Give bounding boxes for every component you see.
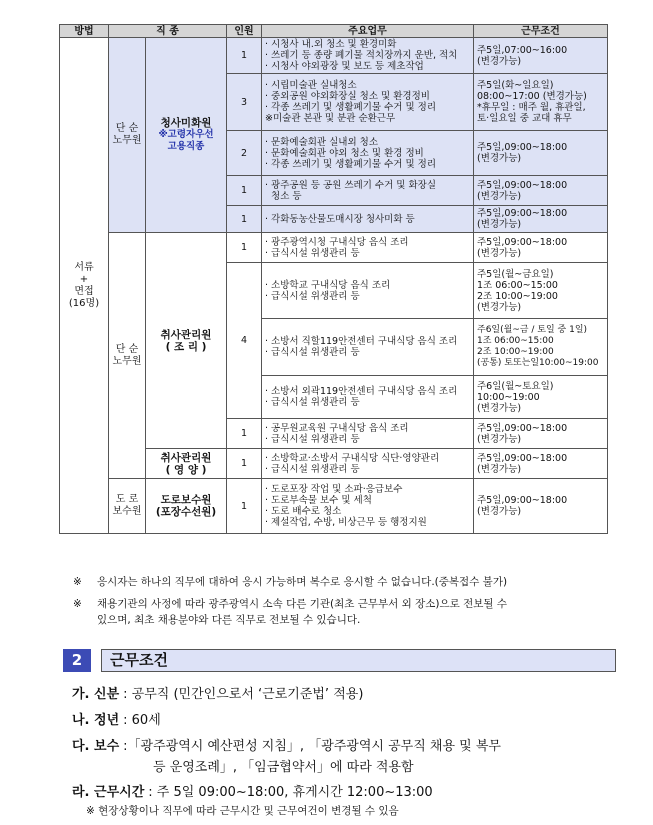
- count-cell: 1: [227, 176, 262, 206]
- note-2-continued: 있으며, 최초 채용분야와 다른 직무로 전보될 수 있습니다.: [97, 614, 361, 626]
- duties-cell: · 각화동농산물도매시장 청사미화 등: [262, 206, 474, 233]
- count-cell: 1: [227, 479, 262, 534]
- count-cell: 2: [227, 131, 262, 176]
- header-conditions: 근무조건: [474, 25, 608, 38]
- duties-cell: · 광주광역시청 구내식당 음식 조리 · 급식시설 위생관리 등: [262, 233, 474, 263]
- duties-cell: · 문화예술회관 실내외 청소 · 문화예술회관 야외 청소 및 환경 정비 · 각종 쓰레기 및 생활폐기물 수거 및 정리: [262, 131, 474, 176]
- duties-cell: · 광주공원 등 공원 쓰레기 수거 및 화장실 청소 등: [262, 176, 474, 206]
- note-2: ※ 채용기관의 사정에 따라 광주광역시 소속 다른 기관(최초 근무부서 외 장소)으로 전보될 수: [73, 598, 508, 610]
- duties-cell: · 공무원교육원 구내식당 음식 조리 · 급식시설 위생관리 등: [262, 419, 474, 449]
- duties-cell: · 소방학교 구내식당 음식 조리 · 급식시설 위생관리 등: [262, 263, 474, 319]
- header-count: 인원: [227, 25, 262, 38]
- condition-cell: 주5일,09:00~18:00 (변경가능): [474, 131, 608, 176]
- header-type: 직 종: [109, 25, 227, 38]
- duties-cell: · 소방서 외곽119안전센터 구내식당 음식 조리 · 급식시설 위생관리 등: [262, 376, 474, 419]
- count-cell: 1: [227, 449, 262, 479]
- count-cell: 1: [227, 38, 262, 74]
- condition-cell: 주6일(월~금 / 토일 중 1일) 1조 06:00~15:00 2조 10:00~19:00 (공통) 토또는일10:00~19:00: [474, 319, 608, 376]
- condition-cell: 주5일(화~일요일) 08:00~17:00 (변경가능) *휴무일 : 매주 월, 휴관일, 토·일요일 중 교대 휴무: [474, 74, 608, 131]
- condition-cell: 주5일,09:00~18:00 (변경가능): [474, 449, 608, 479]
- role-road: 도로보수원 (포장수선원): [146, 479, 227, 534]
- condition-cell: 주5일,09:00~18:00 (변경가능): [474, 419, 608, 449]
- duties-cell: · 시청사 내․외 청소 및 환경미화 · 쓰레기 등 종량 폐기물 적치장까지 운반, 적치 · 시청사 야외광장 및 보도 등 제초작업: [262, 38, 474, 74]
- duties-cell: · 소방학교·소방서 구내식당 식단·영양관리 · 급식시설 위생관리 등: [262, 449, 474, 479]
- count-cell: 1: [227, 419, 262, 449]
- item-retirement: 나. 정년 : 60세: [72, 713, 161, 728]
- table-row: [60, 38, 608, 74]
- condition-cell: 주6일(월~토요일) 10:00~19:00 (변경가능): [474, 376, 608, 419]
- count-cell: 3: [227, 74, 262, 131]
- footnote: ※ 현장상황이나 직무에 따라 근무시간 및 근무여건이 변경될 수 있음: [86, 805, 399, 817]
- section-title: 근무조건: [101, 649, 616, 672]
- item-status: 가. 신분 : 공무직 (민간인으로서 ‘근로기준법’ 적용): [72, 687, 364, 702]
- category-cook: 단 순 노무원: [109, 233, 146, 479]
- count-cell: 1: [227, 233, 262, 263]
- item-pay: 다. 보수 :「광주광역시 예산편성 지침」, 「광주광역시 공무직 채용 및 복무: [72, 739, 501, 754]
- duties-cell: · 도로포장 작업 및 소파·응급보수 · 도로부속물 보수 및 세척 · 도로 배수로 청소 · 제설작업, 수방, 비상근무 등 행정지원: [262, 479, 474, 534]
- method-cell: 서류 + 면접 (16명): [60, 38, 109, 534]
- table-row: [60, 233, 608, 263]
- note-1: ※ 응시자는 하나의 직무에 대하여 응시 가능하며 복수로 응시할 수 없습니다.(중복접수 불가): [73, 576, 508, 588]
- job-table: [59, 24, 608, 534]
- role-nutrition: 취사관리원 ( 영 양 ): [146, 449, 227, 479]
- role-cleaner: 청사미화원 ※고령자우선 고용직종: [146, 38, 227, 233]
- condition-cell: 주5일,09:00~18:00 (변경가능): [474, 479, 608, 534]
- count-cell: 4: [227, 263, 262, 419]
- condition-cell: 주5일(월~금요일) 1조 06:00~15:00 2조 10:00~19:00 (변경가능): [474, 263, 608, 319]
- header-method: 방법: [60, 25, 109, 38]
- header-duties: 주요업무: [262, 25, 474, 38]
- item-hours: 라. 근무시간 : 주 5일 09:00~18:00, 휴게시간 12:00~13:00: [72, 785, 433, 800]
- section-number: 2: [63, 649, 91, 672]
- duties-cell: · 소방서 직할119안전센터 구내식당 음식 조리 · 급식시설 위생관리 등: [262, 319, 474, 376]
- count-cell: 1: [227, 206, 262, 233]
- section-header: [63, 649, 608, 672]
- category-clean: 단 순 노무원: [109, 38, 146, 233]
- item-pay-continued: 등 운영조례」, 「임금협약서」에 따라 적용함: [153, 760, 414, 775]
- condition-cell: 주5일,09:00~18:00 (변경가능): [474, 176, 608, 206]
- table-header-row: [60, 25, 608, 38]
- condition-cell: 주5일,09:00~18:00 (변경가능): [474, 233, 608, 263]
- table-row: [60, 479, 608, 534]
- role-cook: 취사관리원 ( 조 리 ): [146, 233, 227, 449]
- duties-cell: · 시립미술관 실내청소 · 중외공원 야외화장실 청소 및 환경정비 · 각종 쓰레기 및 생활폐기물 수거 및 정리 ※미술관 본관 및 분관 순환근무: [262, 74, 474, 131]
- category-road: 도 로 보수원: [109, 479, 146, 534]
- condition-cell: 주5일,09:00~18:00 (변경가능): [474, 206, 608, 233]
- condition-cell: 주5일,07:00~16:00 (변경가능): [474, 38, 608, 74]
